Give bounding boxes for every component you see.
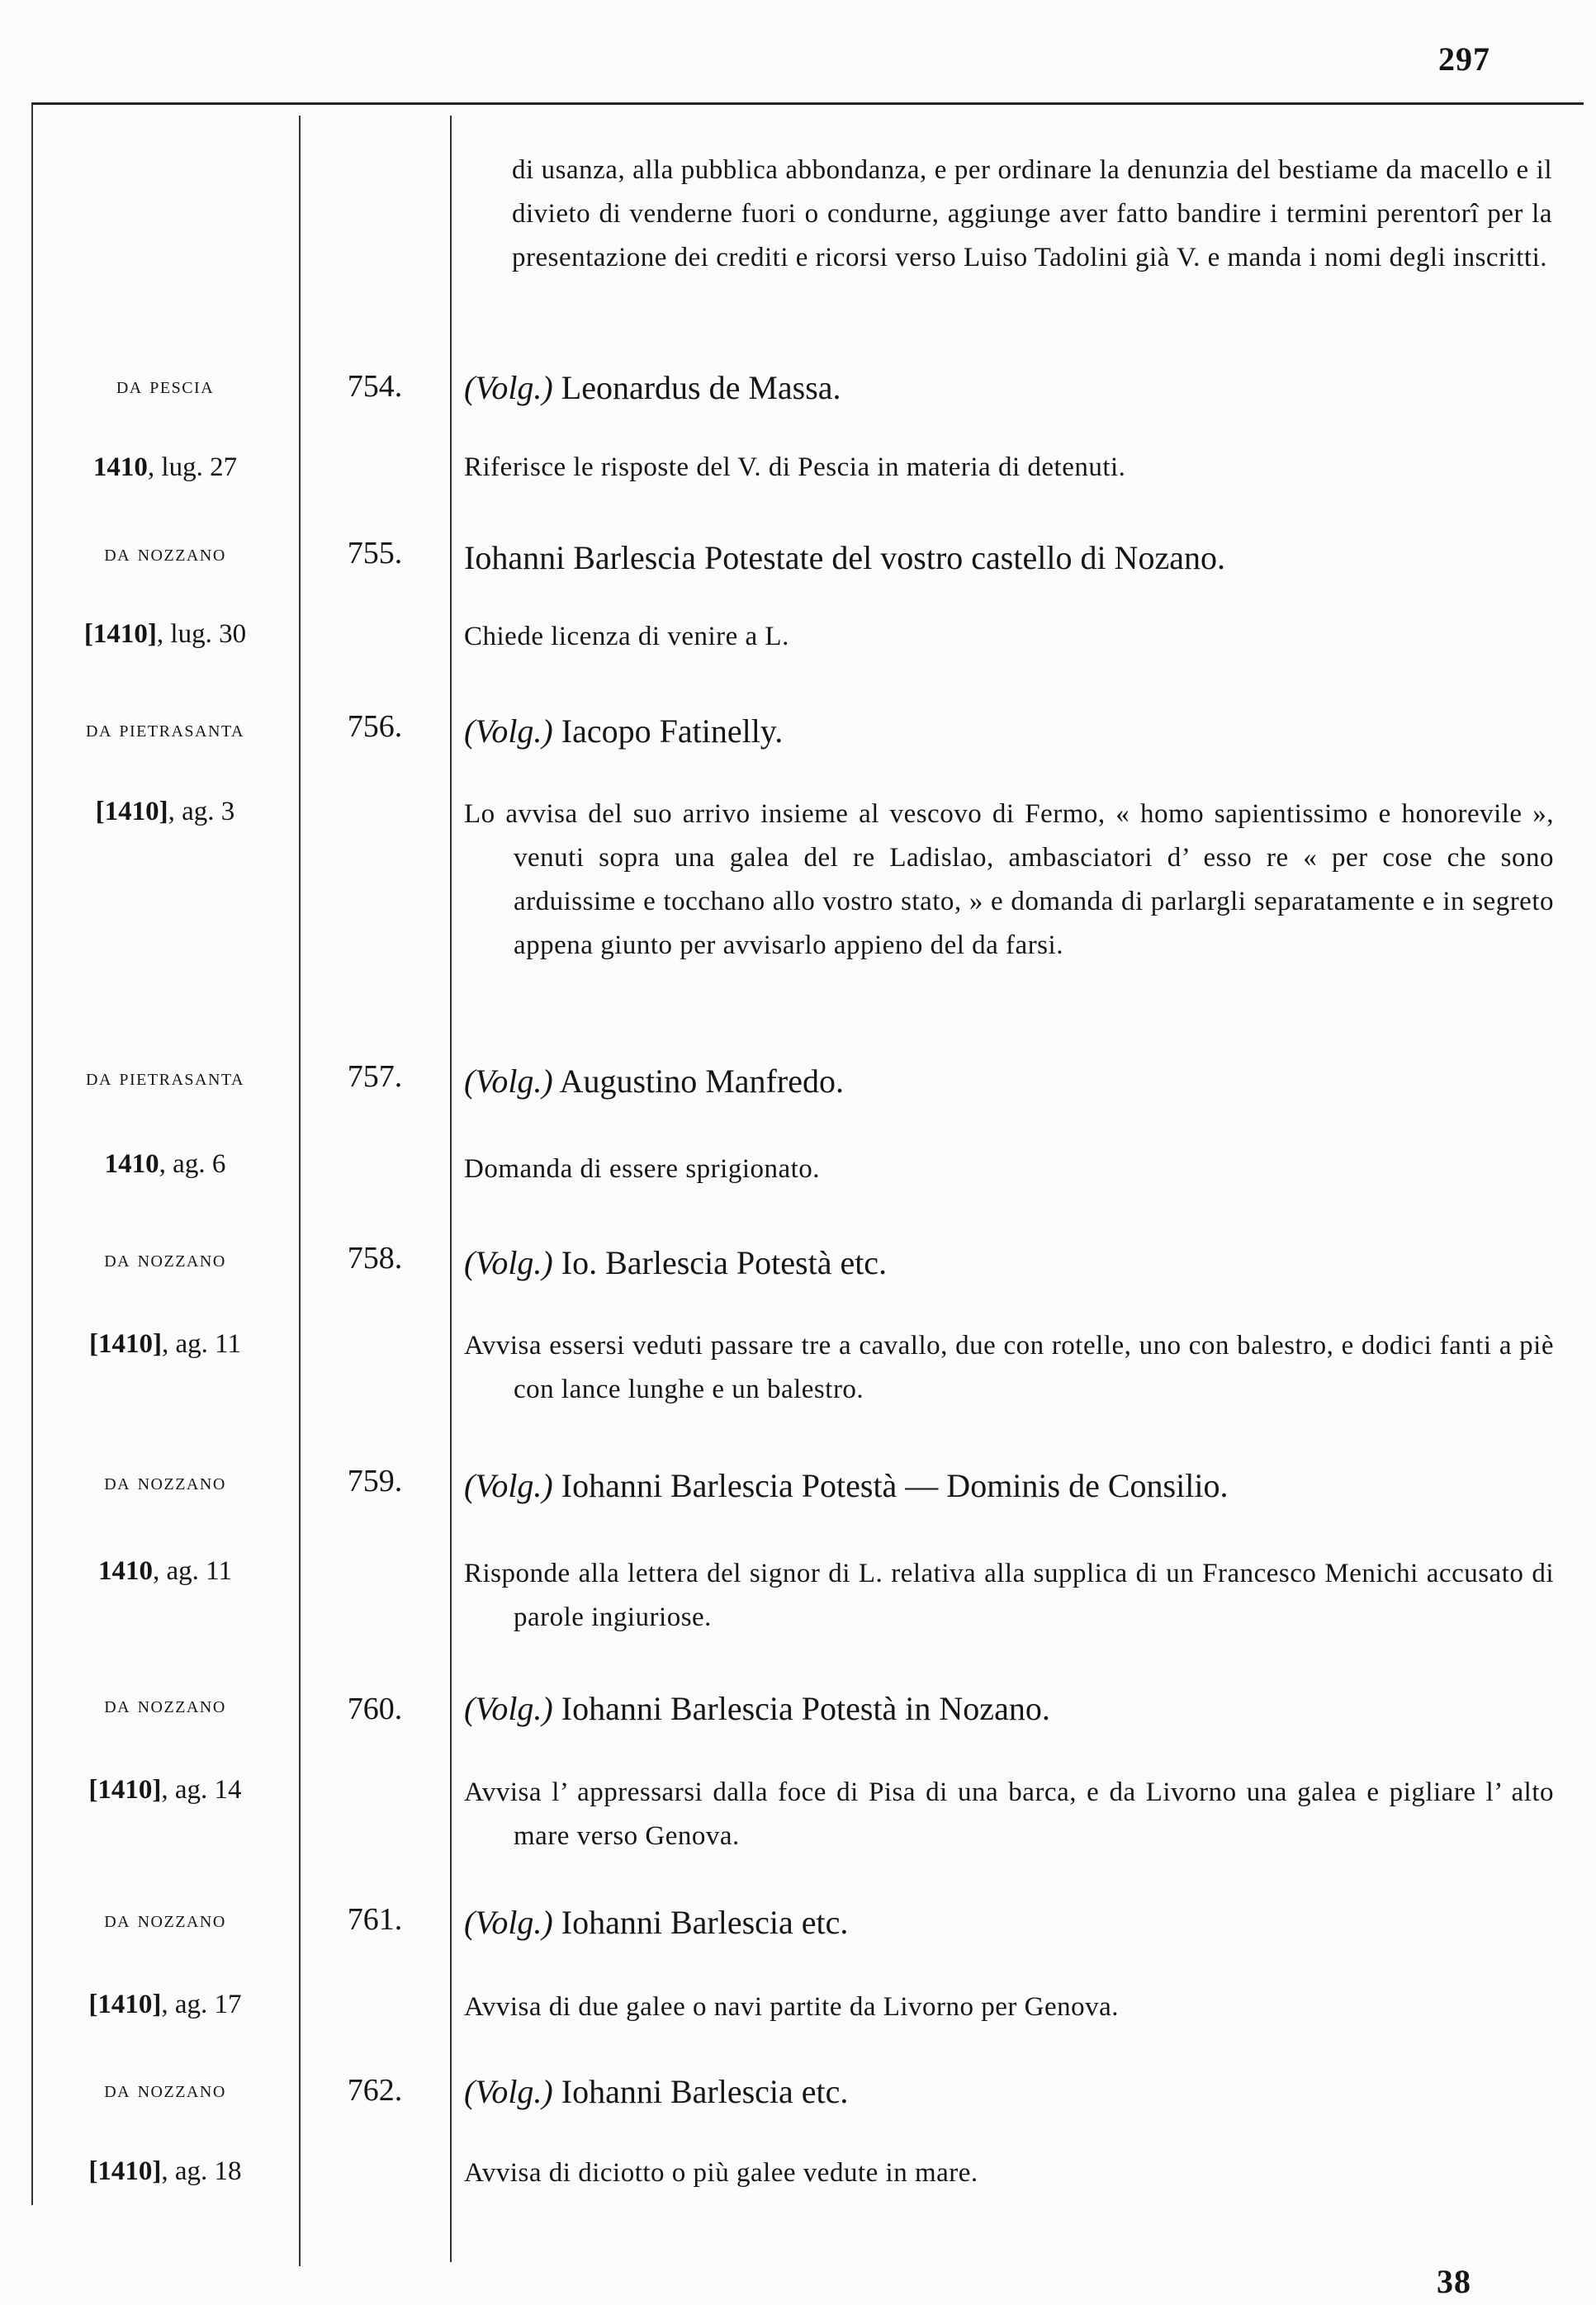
entry-place: da nozzano bbox=[104, 1247, 226, 1272]
entry-sender: (Volg.) Iohanni Barlescia Potestà — Dominis de Consilio. bbox=[464, 1467, 1229, 1504]
entry-place: da nozzano bbox=[104, 1692, 226, 1718]
entry-summary: Risponde alla lettera del signor di L. relativa alla supplica di un Francesco Menichi accusato di parole ingiuriose. bbox=[464, 1559, 1554, 1632]
page-number-bottom: 38 bbox=[1437, 2263, 1471, 2300]
entry-number: 756. bbox=[347, 709, 403, 744]
entry-date: [1410], ag. 14 bbox=[88, 1775, 242, 1805]
entry-number: 762. bbox=[347, 2073, 403, 2108]
entry-number: 758. bbox=[347, 1241, 403, 1276]
entry-summary: Avvisa essersi veduti passare tre a cavallo, due con rotelle, uno con balestro, e dodici fanti a piè con lance lunghe e un balestro. bbox=[464, 1331, 1554, 1404]
entry-summary: Avvisa l’ appressarsi dalla foce di Pisa di una barca, e da Livorno una galea e pigliare l’ alto mare verso Genova. bbox=[464, 1777, 1554, 1851]
entry-number: 760. bbox=[347, 1692, 403, 1726]
volg-label: (Volg.) bbox=[464, 369, 553, 406]
entry-sender: (Volg.) Leonardus de Massa. bbox=[464, 369, 841, 406]
continued-summary: di usanza, alla pubblica abbondanza, e per ordinare la denunzia del bestiame da macello e il divieto di venderne fuori o condurne, aggiunge aver fatto bandire i termini perentorî per la presentazione dei crediti e ricorsi verso Luiso Tadolini già V. e manda i nomi degli inscritti. bbox=[512, 155, 1552, 272]
volg-label: (Volg.) bbox=[464, 1467, 553, 1504]
entry-place: da pescia bbox=[116, 373, 215, 399]
entry-date: 1410, ag. 6 bbox=[104, 1149, 226, 1179]
entry-date: [1410], ag. 17 bbox=[88, 1990, 242, 2019]
volg-label: (Volg.) bbox=[464, 712, 553, 750]
volg-label: (Volg.) bbox=[464, 1244, 553, 1281]
volg-label: (Volg.) bbox=[464, 1063, 553, 1100]
entry-sender: (Volg.) Iohanni Barlescia Potestà in Nozano. bbox=[464, 1690, 1050, 1727]
entry-date: [1410], ag. 18 bbox=[88, 2156, 242, 2186]
entry-summary: Riferisce le risposte del V. di Pescia in materia di detenuti. bbox=[464, 452, 1126, 482]
entry-number: 761. bbox=[347, 1902, 403, 1937]
entry-date: [1410], lug. 30 bbox=[83, 619, 247, 649]
entry-date: [1410], ag. 3 bbox=[95, 797, 235, 826]
entry-sender: (Volg.) Iohanni Barlescia etc. bbox=[464, 2073, 849, 2110]
entry-place: da nozzano bbox=[104, 1470, 226, 1495]
entry-summary: Avvisa di diciotto o più galee vedute in mare. bbox=[464, 2158, 978, 2188]
column-divider-number-text bbox=[450, 116, 452, 2262]
entry-date: 1410, ag. 11 bbox=[98, 1556, 232, 1586]
entry-place: da pietrasanta bbox=[86, 717, 244, 742]
entry-number: 755. bbox=[347, 536, 403, 570]
entry-place: da nozzano bbox=[104, 1907, 226, 1933]
entry-sender: (Volg.) Iacopo Fatinelly. bbox=[464, 712, 784, 750]
entry-date: 1410, lug. 27 bbox=[92, 452, 238, 482]
volg-label: (Volg.) bbox=[464, 1904, 553, 1941]
entry-summary: Chiede licenza di venire a L. bbox=[464, 622, 789, 651]
entry-number: 759. bbox=[347, 1464, 403, 1498]
entry-summary: Avvisa di due galee o navi partite da Livorno per Genova. bbox=[464, 1992, 1120, 2022]
entry-sender: (Volg.) Iohanni Barlescia etc. bbox=[464, 1904, 849, 1941]
entry-sender: (Volg.) Augustino Manfredo. bbox=[464, 1063, 844, 1100]
entry-sender: Iohanni Barlescia Potestate del vostro castello di Nozano. bbox=[464, 539, 1225, 576]
entry-sender: (Volg.) Io. Barlescia Potestà etc. bbox=[464, 1244, 888, 1281]
header-rule bbox=[31, 102, 1584, 105]
entry-number: 757. bbox=[347, 1059, 403, 1094]
page-number-top: 297 bbox=[1438, 40, 1490, 78]
entry-place: da nozzano bbox=[104, 541, 226, 566]
entry-date: [1410], ag. 11 bbox=[89, 1329, 241, 1359]
entry-number: 754. bbox=[347, 369, 403, 404]
volg-label: (Volg.) bbox=[464, 1690, 553, 1727]
entry-place: da nozzano bbox=[104, 2077, 226, 2103]
entry-place: da pietrasanta bbox=[86, 1065, 244, 1091]
column-divider-date-number bbox=[299, 116, 301, 2266]
entry-summary: Lo avvisa del suo arrivo insieme al vescovo di Fermo, « homo sapientissimo e honorevile », venuti sopra una galea del re Ladislao, ambasciatori d’ esso re « per cose che sono arduissime e tocchano allo vostro stato, » e domanda di parlargli separatamente e in segreto appena giunto per avvisarlo appieno del da farsi. bbox=[464, 799, 1554, 960]
entry-summary: Domanda di essere sprigionato. bbox=[464, 1154, 821, 1184]
volg-label: (Volg.) bbox=[464, 2073, 553, 2110]
